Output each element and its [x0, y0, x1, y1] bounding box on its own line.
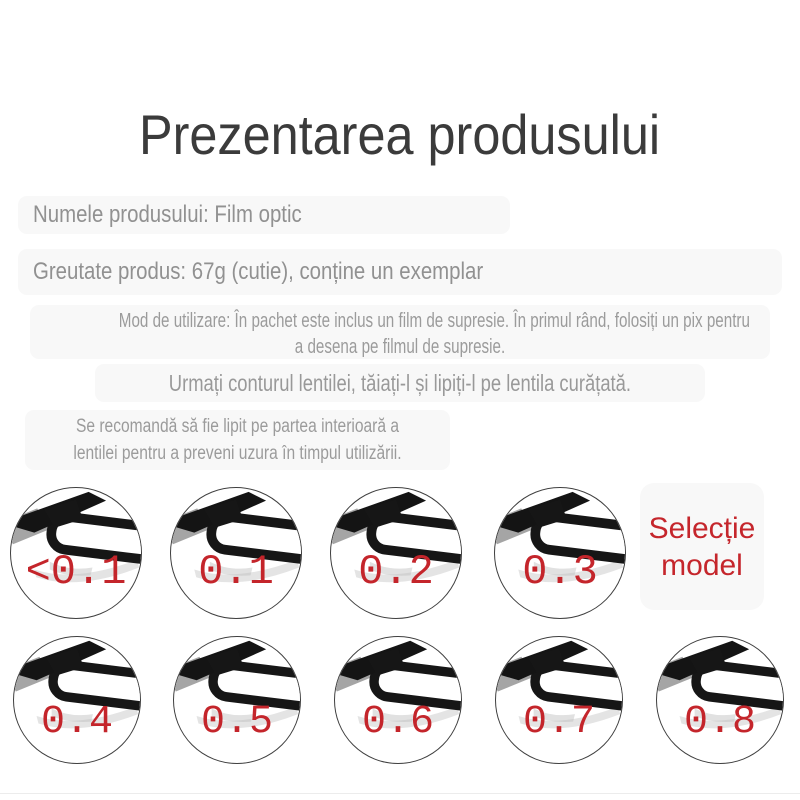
model-circle-0.1	[170, 487, 302, 619]
contour-instruction	[95, 364, 705, 402]
product-weight-line	[18, 249, 782, 295]
contour-text: Urmați conturul lentilei, tăiați-l și lipiți-l pe lentila curățată.	[168, 370, 632, 396]
model-circle-0.4	[13, 636, 141, 764]
usage-line-1: Mod de utilizare: În pachet este inclus un film de supresie. În primul rând, folosiți un pix pentru	[118, 310, 750, 332]
model-value: 0.1	[198, 548, 274, 596]
usage-instructions	[30, 305, 770, 359]
bottom-divider	[0, 793, 800, 794]
model-circle-0.7	[495, 636, 623, 764]
page-title: Prezentarea produsului	[139, 103, 661, 166]
model-value: 0.4	[40, 700, 113, 745]
product-name-text: Numele produsului: Film optic	[33, 201, 302, 228]
model-circle-0.6	[334, 636, 462, 764]
model-value: 0.6	[361, 700, 434, 745]
product-name-line	[18, 196, 510, 234]
model-value: <0.1	[25, 548, 127, 596]
recommend-line-2: lentilei pentru a preveni uzura în timpul utilizării.	[73, 443, 402, 464]
usage-line-2: a desena pe filmul de supresie.	[294, 336, 506, 358]
model-circle-lt-0.1	[10, 487, 142, 619]
model-value: 0.2	[358, 548, 434, 596]
model-circle-0.2	[330, 487, 462, 619]
model-value: 0.3	[522, 548, 598, 596]
model-circle-0.3	[494, 487, 626, 619]
product-weight-text: Greutate produs: 67g (cutie), conține un exemplar	[33, 258, 484, 285]
selection-model-label	[640, 483, 764, 610]
recommendation-note	[25, 410, 450, 470]
recommend-line-1: Se recomandă să fie lipit pe partea interioară a	[75, 416, 400, 437]
model-circle-0.5	[173, 636, 301, 764]
model-circle-0.8	[656, 636, 784, 764]
model-value: 0.8	[683, 700, 756, 745]
model-value: 0.7	[522, 700, 595, 745]
model-value: 0.5	[200, 700, 273, 745]
selection-model-text: Selecție model	[648, 511, 756, 582]
